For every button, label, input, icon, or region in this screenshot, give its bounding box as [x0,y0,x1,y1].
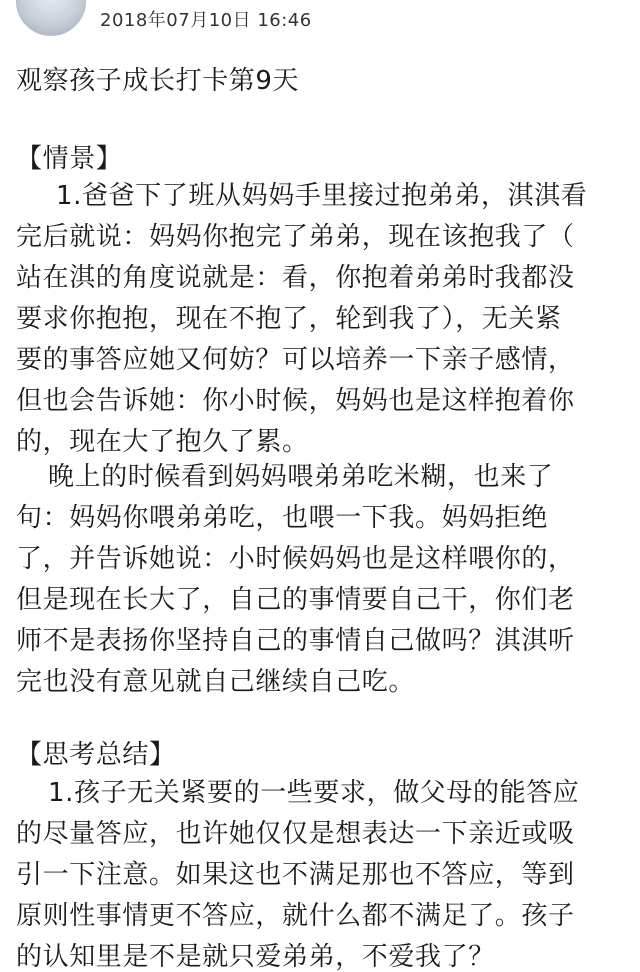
paragraph-line: 站在淇的角度说就是：看，你抱着弟弟时我都没 [16,263,575,293]
avatar[interactable] [16,0,86,36]
paragraph-line: 完后就说：妈妈你抱完了弟弟，现在该抱我了（ [16,222,575,252]
paragraph-line: 的尽量答应，也许她仅仅是想表达一下亲近或吸 [16,819,575,849]
section-heading-summary: 【思考总结】 [16,740,176,770]
paragraph-line: 晚上的时候看到妈妈喂弟弟吃米糊，也来了 [48,462,554,492]
paragraph-line: 师不是表扬你坚持自己的事情自己做吗？淇淇听 [16,626,575,656]
paragraph-line: 但是现在长大了，自己的事情要自己干，你们老 [16,585,575,615]
post-title: 观察孩子成长打卡第9天 [16,66,300,96]
paragraph-line: 1.孩子无关紧要的一些要求，做父母的能答应 [48,778,580,808]
paragraph-line: 句：妈妈你喂弟弟吃，也喂一下我。妈妈拒绝 [16,503,549,533]
paragraph-line: 原则性事情更不答应，就什么都不满足了。孩子 [16,901,575,931]
paragraph-line: 但也会告诉她：你小时候，妈妈也是这样抱着你 [16,386,575,416]
paragraph-line: 了，并告诉她说：小时候妈妈也是这样喂你的， [16,544,575,574]
paragraph-line: 引一下注意。如果这也不满足那也不答应，等到 [16,860,575,890]
post-timestamp: 2018年07月10日 16:46 [100,10,312,31]
paragraph-line: 要的事答应她又何妨？可以培养一下亲子感情， [16,345,575,375]
post-header [0,0,640,40]
section-heading-scene: 【情景】 [16,144,123,174]
paragraph-line: 要求你抱抱，现在不抱了，轮到我了），无关紧 [16,304,562,334]
paragraph-line: 1.爸爸下了班从妈妈手里接过抱弟弟，淇淇看 [56,181,588,211]
paragraph-line: 的，现在大了抱久了累。 [16,427,309,457]
paragraph-line: 的认知里是不是就只爱弟弟，不爱我了？ [16,942,495,972]
paragraph-line: 完也没有意见就自己继续自己吃。 [16,667,416,697]
